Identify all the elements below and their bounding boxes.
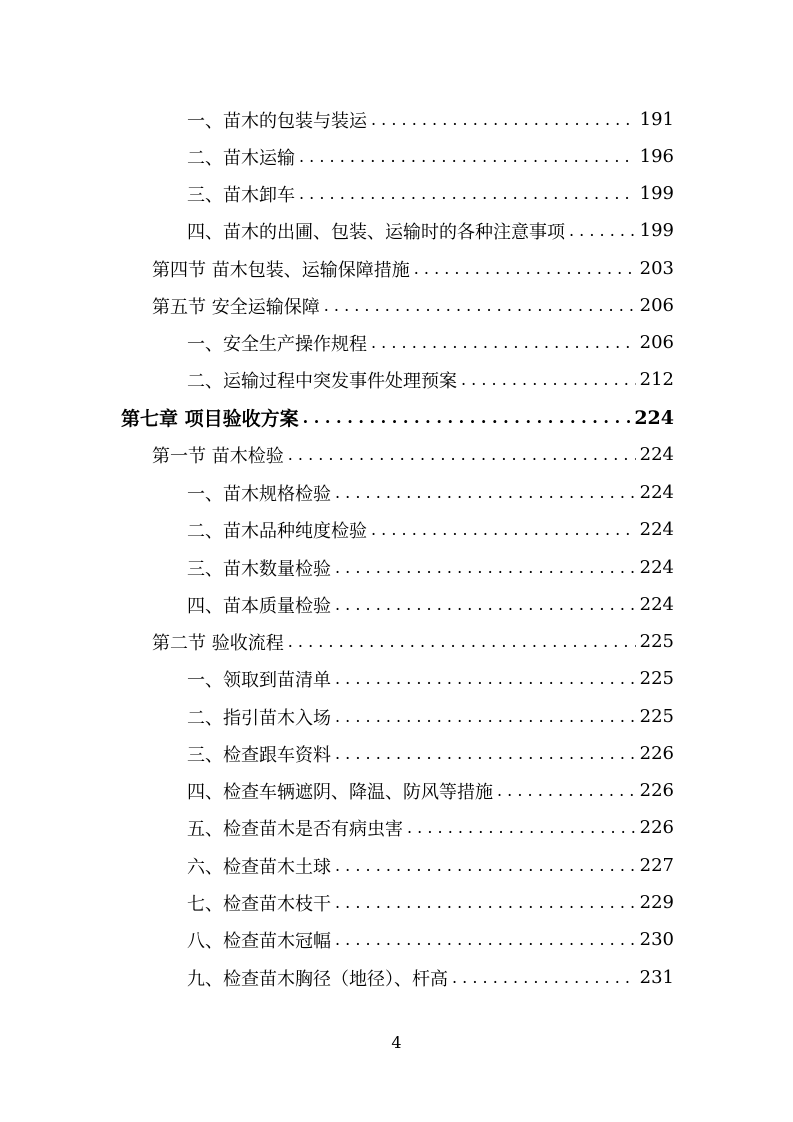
toc-entry-label: 一、安全生产操作规程	[187, 333, 367, 355]
toc-leader-dots	[335, 930, 636, 949]
toc-leader-dots	[371, 110, 636, 129]
toc-entry-item[interactable]	[187, 660, 674, 697]
toc-entry-label: 三、检查跟车资料	[187, 744, 331, 766]
toc-entry-item[interactable]	[187, 101, 674, 138]
toc-entry-page-number: 203	[639, 258, 674, 279]
toc-entry-label: 五、检查苗木是否有病虫害	[187, 818, 403, 840]
toc-entry-item[interactable]	[187, 361, 674, 398]
toc-entry-page-number: 224	[639, 594, 674, 615]
toc-entry-item[interactable]	[187, 772, 674, 809]
toc-entry-label: 第七章 项目验收方案	[121, 408, 299, 430]
toc-entry-label: 四、检查车辆遮阴、降温、防风等措施	[187, 781, 493, 803]
toc-leader-dots	[335, 595, 636, 614]
toc-entry-page-number: 196	[639, 146, 674, 167]
toc-entry-item[interactable]	[187, 175, 674, 212]
toc-entry-label: 一、苗木规格检验	[187, 483, 331, 505]
toc-entry-label: 第一节 苗木检验	[152, 445, 284, 467]
toc-entry-label: 二、苗木品种纯度检验	[187, 520, 367, 542]
toc-entry-item[interactable]	[187, 324, 674, 361]
toc-entry-label: 一、领取到苗清单	[187, 669, 331, 691]
toc-entry-label: 八、检查苗木冠幅	[187, 930, 331, 952]
toc-entry-label: 二、指引苗木入场	[187, 707, 331, 729]
toc-leader-dots	[407, 818, 636, 837]
toc-entry-page-number: 199	[639, 183, 674, 204]
toc-entry-label: 九、检查苗木胸径（地径）、杆高	[187, 968, 448, 990]
toc-entry-label: 四、苗木的出圃、包装、运输时的各种注意事项	[187, 221, 565, 243]
toc-entry-label: 第五节 安全运输保障	[152, 296, 320, 318]
toc-entry-item[interactable]	[187, 511, 674, 548]
toc-entry-label: 第二节 验收流程	[152, 632, 284, 654]
toc-leader-dots	[371, 333, 636, 352]
toc-entry-label: 六、检查苗木土球	[187, 856, 331, 878]
toc-entry-label: 三、苗木数量检验	[187, 558, 331, 580]
page-number: 4	[391, 1033, 402, 1052]
toc-entry-page-number: 225	[639, 668, 674, 689]
toc-entry-item[interactable]	[187, 138, 674, 175]
toc-entry-item[interactable]	[187, 698, 674, 735]
toc-leader-dots	[335, 707, 636, 726]
toc-entry-page-number: 231	[639, 967, 674, 988]
toc-entry-item[interactable]	[187, 212, 674, 249]
toc-leader-dots	[497, 781, 636, 800]
toc-entry-page-number: 224	[639, 519, 674, 540]
toc-entry-item[interactable]	[187, 809, 674, 846]
toc-entry-item[interactable]	[187, 474, 674, 511]
toc-leader-dots	[299, 147, 636, 166]
toc-entry-item[interactable]	[187, 586, 674, 623]
toc-entry-page-number: 212	[639, 369, 674, 390]
toc-entry-label: 三、苗木卸车	[187, 184, 295, 206]
toc-entry-chapter[interactable]	[121, 399, 674, 436]
toc-entry-section[interactable]	[152, 436, 674, 473]
toc-leader-dots	[335, 893, 636, 912]
toc-entry-page-number: 206	[639, 295, 674, 316]
toc-entry-page-number: 206	[639, 332, 674, 353]
toc-entry-label: 一、苗木的包装与装运	[187, 110, 367, 132]
toc-leader-dots	[371, 520, 636, 539]
toc-leader-dots	[452, 968, 636, 987]
toc-entry-label: 七、检查苗木枝干	[187, 893, 331, 915]
toc-entry-page-number: 191	[639, 109, 674, 130]
toc-entry-page-number: 226	[639, 817, 674, 838]
toc-entry-page-number: 199	[639, 220, 674, 241]
toc-entry-item[interactable]	[187, 884, 674, 921]
toc-leader-dots	[335, 856, 636, 875]
toc-entry-page-number: 230	[639, 929, 674, 950]
toc-entry-section[interactable]	[152, 623, 674, 660]
toc-leader-dots	[303, 408, 631, 427]
toc-entry-label: 第四节 苗木包装、运输保障措施	[152, 259, 410, 281]
toc-leader-dots	[299, 184, 636, 203]
toc-leader-dots	[335, 483, 636, 502]
toc-entry-section[interactable]	[152, 287, 674, 324]
toc-entry-page-number: 225	[639, 631, 674, 652]
toc-entry-page-number: 226	[639, 743, 674, 764]
toc-entry-item[interactable]	[187, 847, 674, 884]
toc-leader-dots	[461, 370, 636, 389]
toc-leader-dots	[288, 632, 636, 651]
toc-entry-page-number: 224	[634, 406, 674, 429]
toc-entry-item[interactable]	[187, 959, 674, 996]
toc-leader-dots	[324, 296, 636, 315]
toc-entry-page-number: 225	[639, 706, 674, 727]
toc-leader-dots	[414, 259, 636, 278]
toc-leader-dots	[335, 669, 636, 688]
toc-entry-label: 二、苗木运输	[187, 147, 295, 169]
toc-entry-label: 二、运输过程中突发事件处理预案	[187, 370, 457, 392]
toc-entry-page-number: 224	[639, 444, 674, 465]
toc-leader-dots	[335, 744, 636, 763]
toc-entry-item[interactable]	[187, 735, 674, 772]
toc-leader-dots	[288, 445, 636, 464]
toc-entry-item[interactable]	[187, 549, 674, 586]
toc-entry-page-number: 226	[639, 780, 674, 801]
toc-entry-item[interactable]	[187, 921, 674, 958]
toc-entry-page-number: 227	[639, 855, 674, 876]
toc-leader-dots	[569, 221, 636, 240]
toc-entry-label: 四、苗本质量检验	[187, 595, 331, 617]
toc-entry-page-number: 224	[639, 557, 674, 578]
toc-entry-page-number: 224	[639, 482, 674, 503]
toc-leader-dots	[335, 558, 636, 577]
toc-entry-page-number: 229	[639, 892, 674, 913]
toc-entry-section[interactable]	[152, 250, 674, 287]
